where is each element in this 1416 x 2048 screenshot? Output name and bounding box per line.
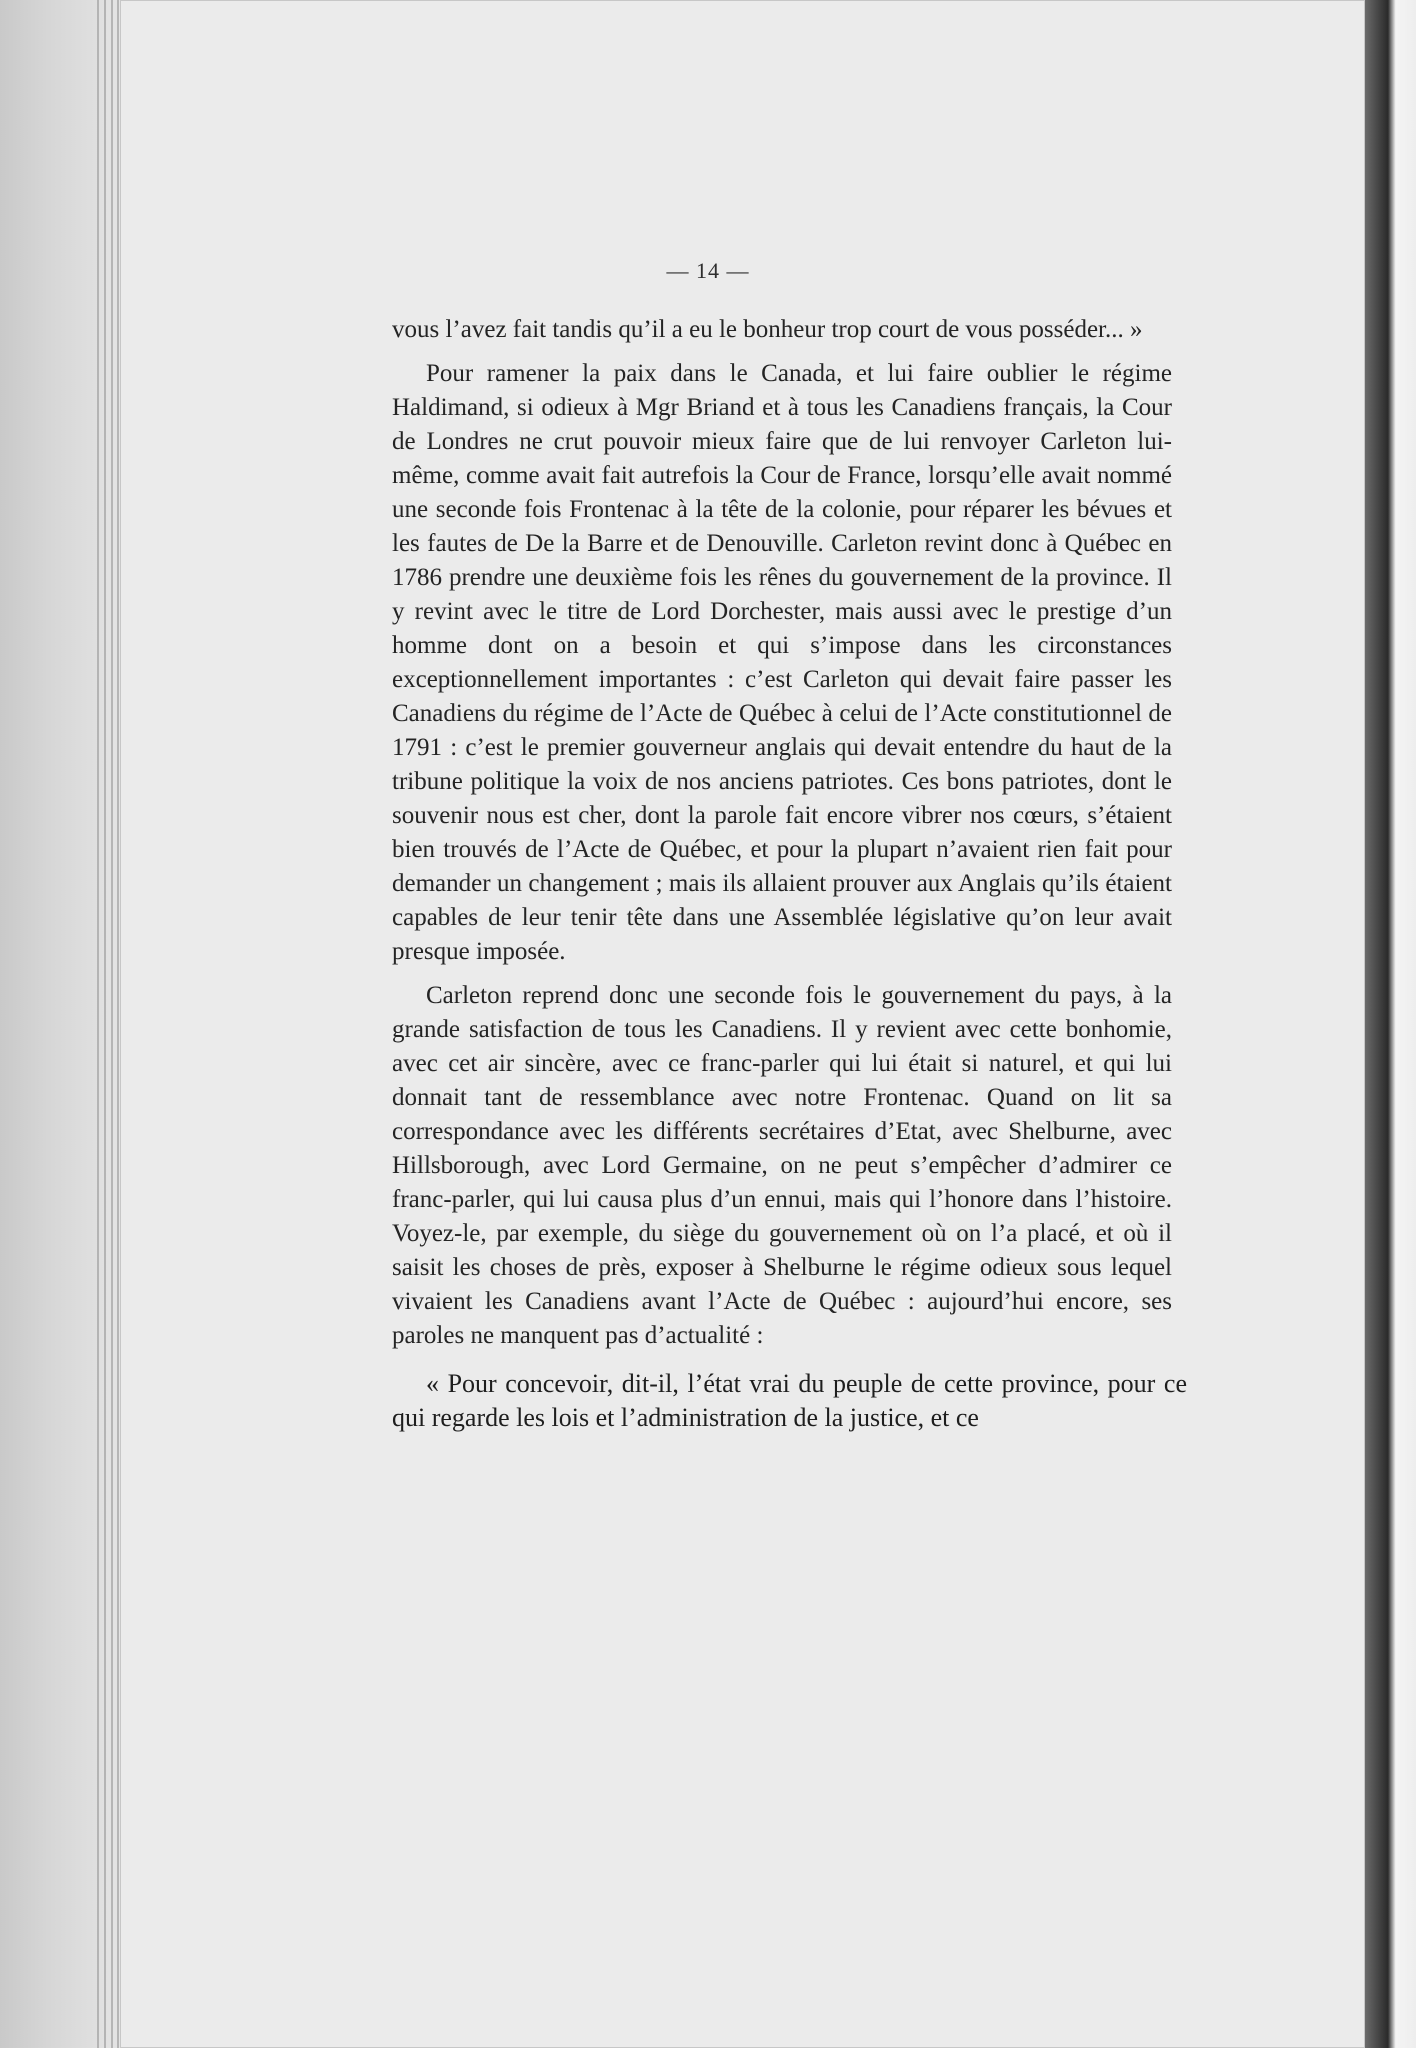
page-number: — 14 —	[666, 258, 750, 283]
paragraph: Pour ramener la paix dans le Canada, et lui faire oublier le régime Haldimand, si odieux à Mgr Briand et à tous les Canadiens français, la Cour de Londres ne crut pouvoir mieux faire que de lui renvoyer Carleton lui-même, comme avait fait autrefois la Cour de France, lorsqu’elle avait nommé une seconde fois Frontenac à la tête de la colonie, pour réparer les bévues et les fautes de De la Barre et de Denouville. Carleton revint donc à Québec en 1786 prendre une deuxième fois les rênes du gouvernement de la province. Il y revint avec le titre de Lord Dorchester, mais aussi avec le prestige d’un homme dont on a besoin et qui s’impose dans les circonstances exceptionnellement importantes : c’est Carleton qui devait faire passer les Canadiens du régime de l’Acte de Québec à celui de l’Acte constitutionnel de 1791 : c’est le premier gouverneur anglais qui devait entendre du haut de la tribune politique la voix de nos anciens patriotes. Ces bons patriotes, dont le souvenir nous est cher, dont la parole fait encore vibrer nos cœurs, s’étaient bien trouvés de l’Acte de Québec, et pour la plupart n’avaient rien fait pour demander un changement ; mais ils allaient prouver aux Anglais qu’ils étaient capables de leur tenir tête dans une Assemblée législative qu’on leur avait presque imposée.	[392, 360, 1172, 965]
paragraph-continuation: vous l’avez fait tandis qu’il a eu le bonheur trop court de vous posséder... »	[392, 316, 1143, 343]
body-text	[392, 313, 1187, 1445]
page-edge	[117, 0, 119, 2048]
paragraph: Carleton reprend donc une seconde fois le gouvernement du pays, à la grande satisfaction de tous les Canadiens. Il y revient avec cette bonhomie, avec cet air sincère, avec ce franc-parler qui lui était si naturel, et qui lui donnait tant de ressemblance avec notre Frontenac. Quand on lit sa correspondance avec les différents secrétaires d’Etat, avec Shelburne, avec Hillsborough, avec Lord Germaine, on ne peut s’empêcher d’admirer ce franc-parler, qui lui causa plus d’un ennui, mais qui l’honore dans l’histoire. Voyez-le, par exemple, du siège du gouvernement où on l’a placé, et où il saisit les choses de près, exposer à Shelburne le régime odieux sous lequel vivaient les Canadiens avant l’Acte de Québec : aujourd’hui encore, ses paroles ne manquent pas d’actualité :	[392, 982, 1172, 1349]
scan-background-left	[0, 0, 120, 2048]
page-edge	[97, 0, 99, 2048]
scan-background-right	[1365, 0, 1416, 2048]
page-edge	[111, 0, 113, 2048]
page-edge	[104, 0, 106, 2048]
quotation-paragraph: « Pour concevoir, dit-il, l’état vrai du peuple de cette province, pour ce qui regarde les lois et l’administration de la justice, et ce	[392, 1369, 1187, 1432]
